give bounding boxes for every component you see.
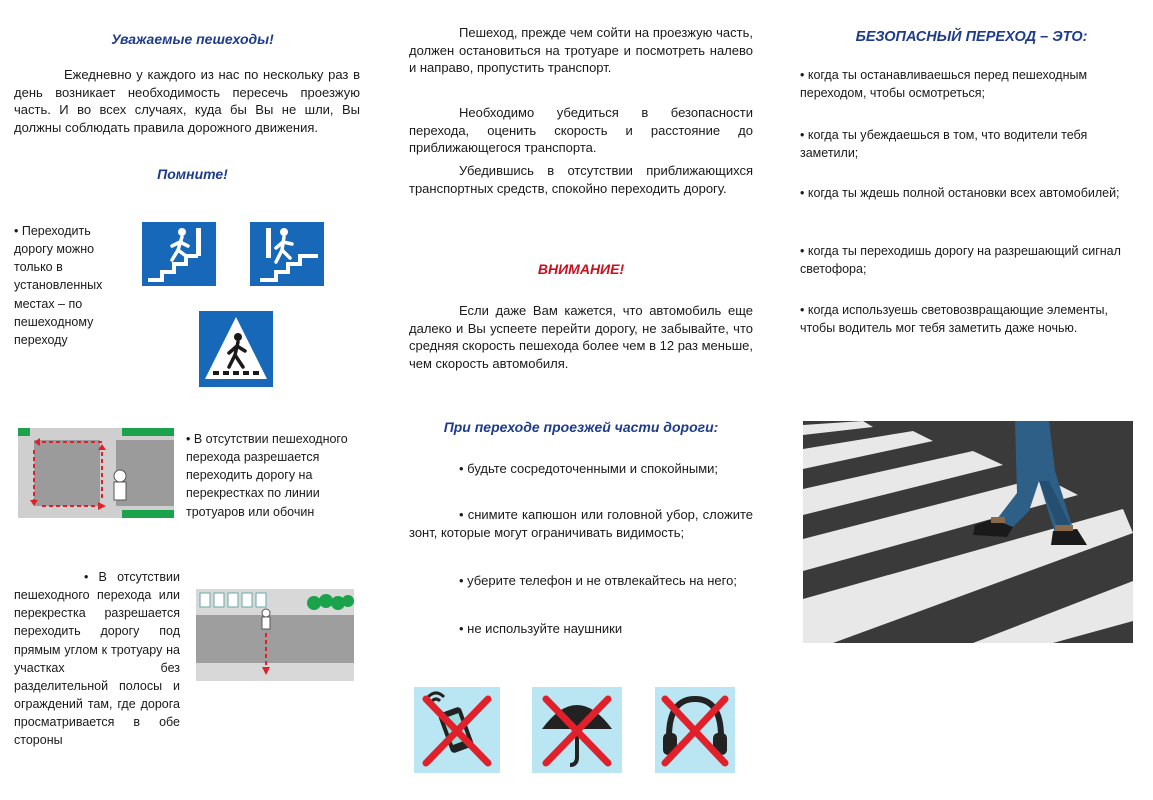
intersection-diagram-icon [18,428,174,518]
rule-straight-crossing: • В отсутствии пешеходного перехода или перекрестка разрешается переходить дорогу под прямым углом к тротуару на участках без разделительной полосы и ограждений там, где дорога просматривается в обе стороны [14,570,180,748]
safe-item-reflectors: • когда используешь световозвращающие элементы, чтобы водитель мог тебя заметить даже ночью. [800,303,1108,336]
remember-title: Помните! [157,166,228,182]
stop-and-look-text: Пешеход, прежде чем сойти на проезжую часть, должен остановиться на тротуаре и посмотреть налево и направо, пропустить транспорт. [409,25,753,76]
right-column [790,0,1153,800]
crossing-rules-title: При переходе проезжей части дороги: [443,419,719,435]
middle-column [395,0,765,800]
zebra-crossing-photo [803,421,1133,643]
attention-title: ВНИМАНИЕ! [537,261,625,277]
safe-item-signal: • когда ты переходишь дорогу на разрешающий сигнал светофора; [800,244,1121,277]
safe-item-full-stop: • когда ты ждешь полной остановки всех автомобилей; [800,186,1120,200]
speed-warning-text: Если даже Вам кажется, что автомобиль еще далеко и Вы успеете перейти дорогу, не забывайте, что средняя скорость пешехода более чем в 12 раз меньше, чем скорость автомобиля. [409,303,753,371]
safe-item-stop: • когда ты останавливаешься перед пешеходным переходом, чтобы осмотреться; [800,68,1088,101]
bullet-headphones: • не используйте наушники [459,621,623,636]
bullet-focused: • будьте сосредоточенными и спокойными; [459,461,719,476]
straight-crossing-diagram-icon [196,589,354,681]
overpass-sign-icon [250,222,324,286]
no-phone-icon [414,687,500,773]
bullet-hood: • снимите капюшон или головной убор, сложите зонт, которые могут ограничивать видимость; [409,507,753,540]
safe-crossing-title: БЕЗОПАСНЫЙ ПЕРЕХОД – ЭТО: [855,29,1088,45]
bullet-phone: • уберите телефон и не отвлекайтесь на него; [459,573,737,588]
no-umbrella-icon [532,687,622,773]
crosswalk-sign-icon [199,311,273,387]
left-column [0,0,385,800]
intro-text: Ежедневно у каждого из нас по нескольку раз в день возникает необходимость пересечь проезжую часть. И во всех случаях, куда бы Вы не шли, Вы должны соблюдать правила дорожного движения. [14,67,360,135]
greeting-title: Уважаемые пешеходы! [111,31,274,47]
rule-intersection: • В отсутствии пешеходного перехода разрешается переходить дорогу на перекрестках по линии тротуаров или обочин [186,432,348,519]
safety-check-text: Необходимо убедиться в безопасности перехода, оценить скорость и расстояние до приближающегося транспорта. [409,105,753,156]
underpass-sign-icon [142,222,216,286]
safe-item-drivers: • когда ты убеждаешься в том, что водители тебя заметили; [800,128,1088,161]
rule-crosswalk: • Переходить дорогу можно только в установленных местах – по пешеходному переходу [14,224,103,347]
no-headphones-icon [655,687,735,773]
calm-crossing-text: Убедившись в отсутствии приближающихся транспортных средств, спокойно переходить дорогу. [409,163,753,196]
